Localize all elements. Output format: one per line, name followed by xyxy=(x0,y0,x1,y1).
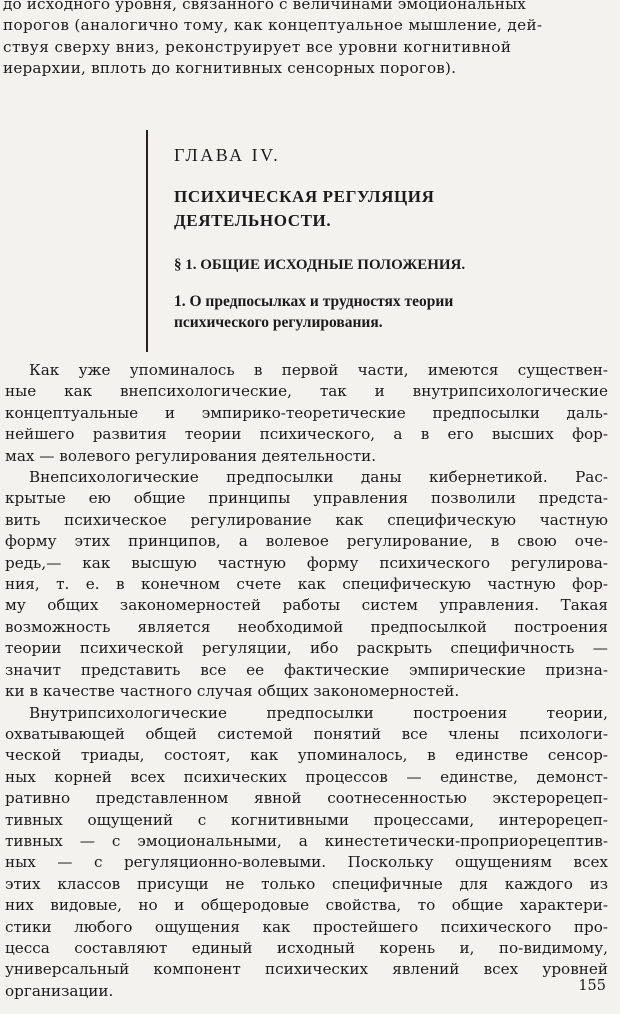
vertical-rule xyxy=(146,130,148,352)
text-line: ные как внепсихологические, так и внутрипсихологические xyxy=(5,382,608,401)
continued-paragraph xyxy=(3,0,603,79)
subsection-title xyxy=(174,291,453,333)
text-line: ствуя сверху вниз, реконструирует все уровни когнитивной xyxy=(3,37,512,56)
chapter-heading-block xyxy=(146,130,566,352)
text-line: ки в качестве частного случая общих закономерностей. xyxy=(5,682,460,701)
chapter-title-line: ДЕЯТЕЛЬНОСТИ. xyxy=(174,211,332,230)
text-line: этих классов присущи не только специфичные для каждого из xyxy=(5,874,608,893)
text-line: возможность является необходимой предпосылкой построения xyxy=(5,617,608,636)
text-line: стики любого ощущения как простейшего психического про- xyxy=(5,917,608,936)
paragraph xyxy=(5,360,608,467)
paragraph xyxy=(5,467,608,702)
subsection-title-line: 1. О предпосылках и трудностях теории xyxy=(174,293,454,310)
text-line: тивных ощущений с когнитивными процессами, интерорецеп- xyxy=(5,810,608,829)
text-line: цесса составляют единый исходный корень и, по-видимому, xyxy=(5,938,608,957)
page-number: 155 xyxy=(578,978,606,994)
text-line: нейшего развития теории психического, а в его высших фор- xyxy=(5,425,608,444)
text-line: порогов (аналогично тому, как концептуальное мышление, дей- xyxy=(3,16,543,35)
text-line: редь,— как высшую частную форму психического регулирова- xyxy=(5,553,608,572)
text-line: ческой триады, состоят, как упоминалось, в единстве сенсор- xyxy=(5,746,608,765)
text-line: них видовые, но и общеродовые свойства, то общие характери- xyxy=(5,896,608,915)
text-line: универсальный компонент психических явлений всех уровней xyxy=(5,960,608,979)
text-line: ных корней всех психических процессов — единстве, демонст- xyxy=(5,767,608,786)
text-line: тивных — с эмоциональными, а кинестетически-проприорецептив- xyxy=(5,831,608,850)
chapter-title xyxy=(174,185,435,233)
subsection-title-line: психического регулирования. xyxy=(174,314,383,331)
text-line: мах — волевого регулирования деятельности. xyxy=(5,446,377,465)
text-line: ративно представленном явной соотнесенностью экстерорецеп- xyxy=(5,789,608,808)
text-line: до исходного уровня, связанного с величинами эмоциональных xyxy=(3,0,527,13)
text-line: крытые ею общие принципы управления позволили предста- xyxy=(5,489,608,508)
chapter-label: ГЛАВА IV. xyxy=(174,145,281,165)
section-title: § 1. ОБЩИЕ ИСХОДНЫЕ ПОЛОЖЕНИЯ. xyxy=(174,257,466,273)
text-line: Как уже упоминалось в первой части, имеются существен- xyxy=(29,361,608,379)
text-line: му общих закономерностей работы систем управления. Такая xyxy=(5,596,608,615)
text-line: концептуальные и эмпирико-теоретические предпосылки даль- xyxy=(5,403,608,422)
text-line: охватывающей общей системой понятий все члены психологи- xyxy=(5,724,608,743)
text-line: ния, т. е. в конечном счете как специфическую частную фор- xyxy=(5,575,608,594)
body-text xyxy=(5,360,608,1002)
text-line: Внепсихологические предпосылки даны кибернетикой. Рас- xyxy=(29,468,608,487)
text-line: вить психическое регулирование как специфическую частную xyxy=(5,510,608,529)
chapter-title-line: ПСИХИЧЕСКАЯ РЕГУЛЯЦИЯ xyxy=(174,187,435,206)
text-line: организации. xyxy=(5,981,114,1000)
text-line: ных — с регуляционно-волевыми. Поскольку ощущениям всех xyxy=(5,853,608,872)
text-line: иерархии, вплоть до когнитивных сенсорных порогов). xyxy=(3,58,457,77)
text-line: форму этих принципов, а волевое регулирование, в свою оче- xyxy=(5,532,608,551)
text-line: значит представить все ее фактические эмпирические призна- xyxy=(5,660,608,679)
paragraph xyxy=(5,703,608,1003)
text-line: Внутрипсихологические предпосылки построения теории, xyxy=(29,703,608,722)
text-line: теории психической регуляции, ибо раскрыть специфичность — xyxy=(5,639,608,658)
